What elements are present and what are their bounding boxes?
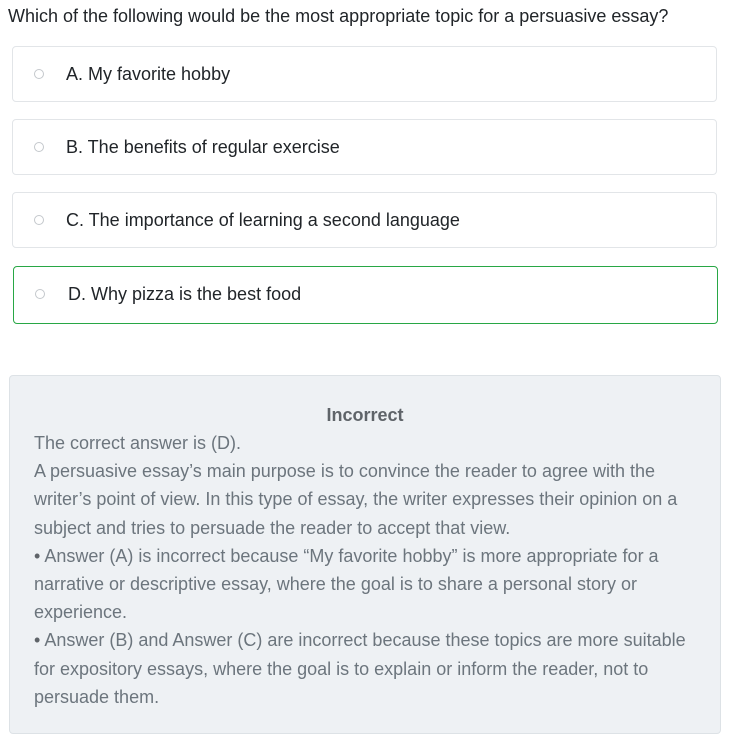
bullet-icon: •: [34, 545, 41, 566]
bullet-item: [34, 626, 700, 711]
question-text: Which of the following would be the most appropriate topic for a persuasive essay?: [8, 6, 669, 26]
bullet-text: Answer (A) is incorrect because “My favorite hobby” is more appropriate for a narrative or descriptive essay, where the goal is to share a personal story or experience.: [34, 545, 659, 623]
correct-answer-text: The correct answer is (D).: [34, 433, 242, 453]
answer-option-c[interactable]: [12, 192, 717, 248]
radio-c[interactable]: [34, 215, 44, 225]
feedback-title: Incorrect: [326, 405, 404, 425]
radio-d[interactable]: [35, 289, 45, 299]
explanation-text: A persuasive essay’s main purpose is to convince the reader to agree with the writer’s point of view. In this type of essay, the writer expresses their opinion on a subject and tries to persuade the reader to accept that view.: [34, 461, 678, 538]
radio-b[interactable]: [34, 142, 44, 152]
answer-option-a-label: A. My favorite hobby: [66, 64, 231, 84]
answer-option-c-label: C. The importance of learning a second language: [66, 210, 460, 230]
radio-a[interactable]: [34, 69, 44, 79]
answer-option-a[interactable]: [12, 46, 717, 102]
answer-option-b[interactable]: [12, 119, 717, 175]
answer-option-d[interactable]: [13, 266, 718, 324]
bullet-icon: •: [34, 630, 41, 651]
answer-option-d-label: D. Why pizza is the best food: [68, 284, 302, 304]
bullet-text: Answer (B) and Answer (C) are incorrect because these topics are more suitable for expository essays, where the goal is to explain or inform the reader, not to persuade them.: [34, 630, 686, 707]
bullet-item: [34, 542, 700, 627]
answer-option-b-label: B. The benefits of regular exercise: [66, 137, 340, 157]
feedback-body: [34, 429, 700, 711]
feedback-panel: [9, 375, 721, 734]
